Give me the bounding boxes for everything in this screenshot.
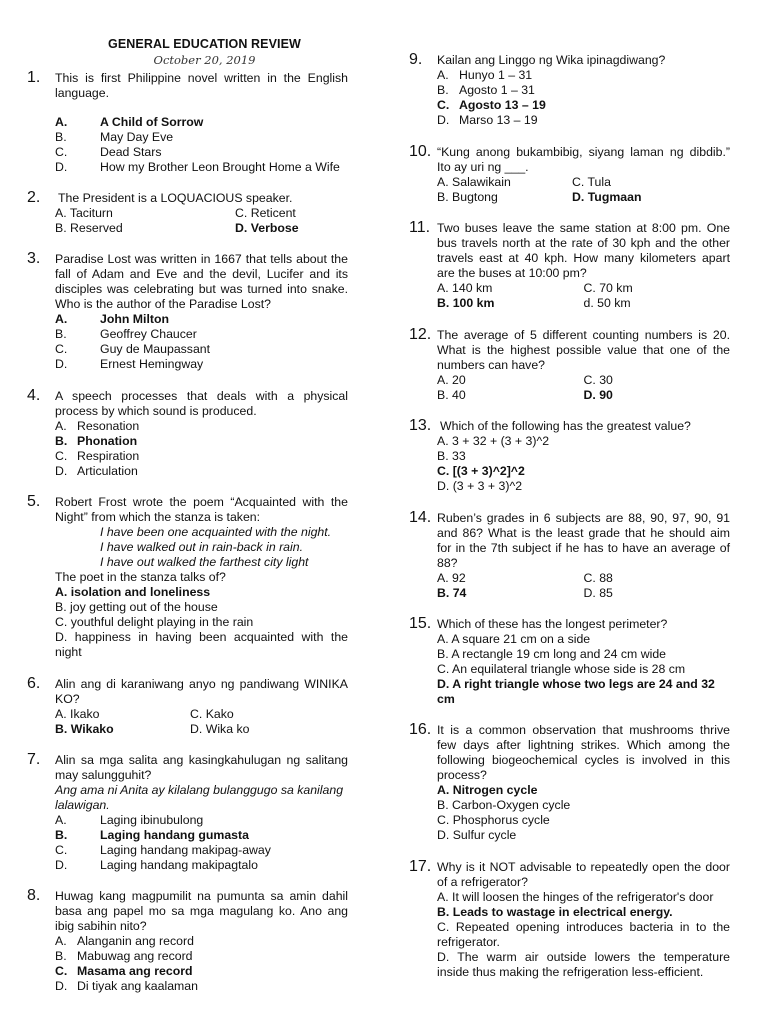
option-d: D. Wika ko — [190, 722, 250, 736]
stanza-line: I have been one acquainted with the night. — [100, 525, 332, 539]
stanza-line: I have walked out in rain-back in rain. — [100, 540, 304, 554]
question-12 — [409, 326, 730, 403]
option-b: B. Bugtong — [437, 190, 498, 204]
option-b: B. Wikako — [55, 722, 114, 736]
question-13 — [409, 417, 730, 494]
question-4 — [27, 387, 348, 479]
option-c: C. 30 — [583, 373, 613, 387]
option-b: B. 33 — [437, 449, 466, 463]
options-list — [55, 813, 348, 873]
question-10 — [409, 143, 730, 205]
option-d: D. Marso 13 – 19 — [437, 113, 538, 127]
option-b: B. Laging handang gumasta — [55, 828, 249, 842]
question-5 — [27, 493, 348, 660]
question-text: The President is a LOQUACIOUS speaker. — [58, 191, 293, 205]
question-1 — [27, 69, 348, 175]
page-title: GENERAL EDUCATION REVIEW — [108, 37, 301, 51]
option-d: D. Articulation — [55, 464, 138, 478]
option-c: C. Masama ang record — [55, 964, 193, 978]
options-grid — [437, 281, 730, 311]
question-text: Why is it NOT advisable to repeatedly open the door of a refrigerator? — [437, 860, 730, 889]
option-a: A. 3 + 32 + (3 + 3)^2 — [437, 434, 550, 448]
left-column — [27, 0, 348, 993]
question-number: 14. — [409, 509, 432, 526]
option-a: A. Resonation — [55, 419, 140, 433]
question-16 — [409, 721, 730, 843]
question-text: This is first Philippine novel written in the English language. — [55, 71, 348, 100]
question-text: Alin sa mga salita ang kasingkahulugan ng salitang may salungguhit? — [55, 753, 348, 782]
question-number: 1. — [27, 69, 41, 86]
option-d: D. happiness in having been acquainted with the night — [55, 630, 348, 659]
option-b: B. 40 — [437, 388, 466, 402]
option-b: B. 74 — [437, 586, 467, 600]
option-a: A. A Child of Sorrow — [55, 115, 204, 129]
option-c: C. 70 km — [583, 281, 633, 295]
options-list — [437, 68, 730, 128]
option-a: A. Alanganin ang record — [55, 934, 194, 948]
question-number: 16. — [409, 721, 432, 738]
option-c: C. Repeated opening introduces bacteria in to the refrigerator. — [437, 920, 730, 949]
option-c: C. Agosto 13 – 19 — [437, 98, 546, 112]
option-b: B. joy getting out of the house — [55, 600, 218, 614]
option-a: A. It will loosen the hinges of the refrigerator's door — [437, 890, 714, 904]
question-text: The average of 5 different counting numbers is 20. What is the highest possible value that one of the numbers can have? — [437, 328, 730, 372]
option-a: A. isolation and loneliness — [55, 585, 211, 599]
option-a: A. A square 21 cm on a side — [437, 632, 591, 646]
option-c: C. 88 — [583, 571, 613, 585]
option-d: D. Ernest Hemingway — [55, 357, 204, 371]
option-c: C. Respiration — [55, 449, 140, 463]
options-grid — [437, 373, 730, 403]
option-b: B. Mabuwag ang record — [55, 949, 193, 963]
options-list — [55, 419, 348, 479]
question-number: 10. — [409, 143, 432, 160]
question-text: Paradise Lost was written in 1667 that tells about the fall of Adam and Eve and the devil, Lucifer and its disciples was celebrating but was turned into snake. Who is the author of the Paradise Lost? — [55, 252, 348, 311]
question-text: Robert Frost wrote the poem “Acquainted with the Night” from which the stanza is taken: — [55, 495, 348, 524]
option-c: C. Dead Stars — [55, 145, 162, 159]
option-a: A. Taciturn — [55, 206, 113, 220]
question-number: 9. — [409, 51, 423, 68]
option-b: B. May Day Eve — [55, 130, 174, 144]
question-number: 11. — [409, 219, 431, 236]
option-d: D. The warm air outside lowers the temperature inside thus making the refrigeration less-efficient. — [437, 950, 730, 979]
option-c: C. Tula — [572, 175, 611, 189]
option-a: A. Hunyo 1 – 31 — [437, 68, 533, 82]
option-d: D. Tugmaan — [572, 190, 642, 204]
option-a: A. John Milton — [55, 312, 169, 326]
question-7 — [27, 751, 348, 873]
option-c: C. Kako — [190, 707, 234, 721]
question-3 — [27, 250, 348, 372]
question-17 — [409, 858, 730, 980]
question-text: Alin ang di karaniwang anyo ng pandiwang WINIKA KO? — [55, 677, 348, 706]
question-number: 13. — [409, 417, 432, 434]
option-a: A. Salawikain — [437, 175, 511, 189]
option-b: B. Leads to wastage in electrical energy. — [437, 905, 673, 919]
question-number: 12. — [409, 326, 432, 343]
options-grid — [55, 206, 348, 236]
option-a: A. Nitrogen cycle — [437, 783, 538, 797]
options-list — [55, 312, 348, 372]
question-number: 7. — [27, 751, 41, 768]
option-c: C. Laging handang makipag-away — [55, 843, 271, 857]
options-grid — [55, 707, 348, 737]
question-9 — [409, 51, 730, 128]
option-b: B. Carbon-Oxygen cycle — [437, 798, 571, 812]
option-d: d. 50 km — [583, 296, 631, 310]
option-b: B. Phonation — [55, 434, 138, 448]
options-list — [55, 934, 348, 994]
option-b: B. Reserved — [55, 221, 123, 235]
option-b: B. Geoffrey Chaucer — [55, 327, 197, 341]
option-c: C. An equilateral triangle whose side is 28 cm — [437, 662, 686, 676]
question-text: “Kung anong bukambibig, siyang laman ng dibdib.” Ito ay uri ng ___. — [437, 145, 730, 174]
question-number: 6. — [27, 675, 41, 692]
question-number: 5. — [27, 493, 41, 510]
question-2 — [27, 189, 348, 236]
option-d: D. Verbose — [235, 221, 299, 235]
poem-stanza — [55, 525, 348, 570]
option-d: D. (3 + 3 + 3)^2 — [437, 479, 523, 493]
question-text: Ruben’s grades in 6 subjects are 88, 90, 97, 90, 91 and 86? What is the least grade that he should aim for in the 7th subject if he has to have an average of 88? — [437, 511, 730, 570]
question-11 — [409, 219, 730, 311]
option-a: A. 92 — [437, 571, 466, 585]
question-text: A speech processes that deals with a physical process by which sound is produced. — [55, 389, 348, 418]
option-a: A. 20 — [437, 373, 466, 387]
option-a: A. Ikako — [55, 707, 100, 721]
option-a: A. 140 km — [437, 281, 493, 295]
question-8 — [27, 887, 348, 994]
question-text: Which of these has the longest perimeter? — [437, 617, 668, 631]
question-number: 8. — [27, 887, 41, 904]
option-b: B. Agosto 1 – 31 — [437, 83, 535, 97]
question-6 — [27, 675, 348, 737]
question-number: 15. — [409, 615, 432, 632]
question-text: Huwag kang magpumilit na pumunta sa amin dahil basa ang papel mo sa mga magulang ko. Ano ang ibig sabihin nito? — [55, 889, 348, 933]
handwritten-date: October 20, 2019 — [153, 53, 256, 67]
option-d: D. 85 — [583, 586, 613, 600]
quoted-sentence: Ang ama ni Anita ay kilalang bulanggugo sa kanilang lalawigan. — [55, 783, 344, 812]
sub-question: The poet in the stanza talks of? — [55, 570, 226, 584]
option-b: B. 100 km — [437, 296, 495, 310]
options-list — [55, 115, 348, 175]
option-c: C. Guy de Maupassant — [55, 342, 211, 356]
options-grid — [437, 175, 730, 205]
stanza-line: I have out walked the farthest city light — [100, 555, 309, 569]
option-b: B. A rectangle 19 cm long and 24 cm wide — [437, 647, 666, 661]
option-c: C. Phosphorus cycle — [437, 813, 550, 827]
question-text: It is a common observation that mushrooms thrive few days after lightning strikes. Which among the following biogeochemical cycles is involved in this process? — [437, 723, 730, 782]
option-d: D. Laging handang makipagtalo — [55, 858, 258, 872]
question-text: Kailan ang Linggo ng Wika ipinagdiwang? — [437, 53, 666, 67]
option-d: D. Di tiyak ang kaalaman — [55, 979, 198, 993]
page-header — [31, 37, 348, 68]
option-a: A. Laging ibinubulong — [55, 813, 204, 827]
option-d: D. Sulfur cycle — [437, 828, 517, 842]
option-c: C. [(3 + 3)^2]^2 — [437, 464, 525, 478]
question-number: 4. — [27, 387, 41, 404]
question-14 — [409, 509, 730, 601]
option-d: D. How my Brother Leon Brought Home a Wife — [55, 160, 340, 174]
question-text: Which of the following has the greatest value? — [440, 419, 691, 433]
option-c: C. youthful delight playing in the rain — [55, 615, 254, 629]
question-15 — [409, 615, 730, 707]
question-number: 17. — [409, 858, 432, 875]
option-d: D. 90 — [583, 388, 613, 402]
option-c: C. Reticent — [235, 206, 296, 220]
question-text: Two buses leave the same station at 8:00 pm. One bus travels north at the rate of 30 kph and the other travels east at 40 kph. How many kilometers apart are the buses at 10:00 pm? — [437, 221, 730, 280]
question-number: 3. — [27, 250, 41, 267]
question-number: 2. — [27, 189, 41, 206]
option-d: D. A right triangle whose two legs are 24 and 32 cm — [437, 677, 715, 706]
options-grid — [437, 571, 730, 601]
